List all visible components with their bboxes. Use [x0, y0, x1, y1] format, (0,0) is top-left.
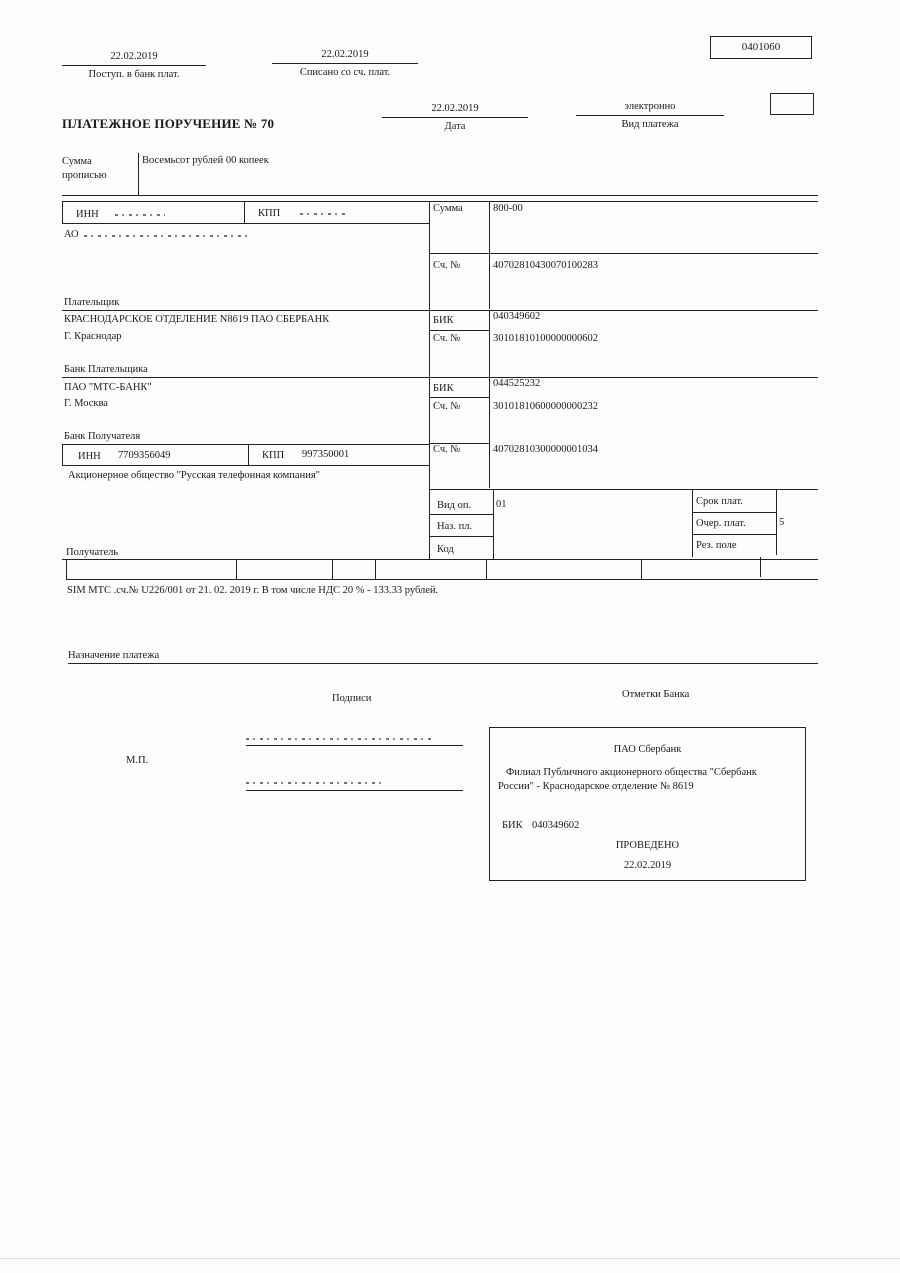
signature-line-2 [246, 790, 463, 791]
payer-name-redacted [84, 235, 249, 237]
purpose-label: Назначение платежа [68, 650, 160, 661]
payer-inn-left [62, 201, 63, 223]
signatures-label: Подписи [332, 693, 372, 704]
payment-type-line [576, 115, 724, 116]
reserve-label: Рез. поле [696, 540, 737, 551]
recipient-label: Получатель [66, 547, 119, 558]
recipient-bank-bik-line [429, 397, 489, 398]
codes-col-3 [776, 489, 777, 555]
recipient-inn: 7709356049 [118, 450, 171, 461]
payment-type-label: Вид платежа [621, 119, 679, 130]
payer-inn-kpp-divider [244, 201, 245, 223]
recipient-kpp-label: КПП [262, 450, 285, 461]
priority-label: Очер. плат. [696, 518, 746, 529]
right-block-left-border [429, 201, 430, 559]
scan-edge-line [0, 1258, 900, 1259]
payer-bank-bik-label: БИК [433, 315, 454, 326]
payer-label: Плательщик [64, 297, 120, 308]
recipient-bank-bik: 044525232 [493, 378, 541, 389]
recipient-kpp: 997350001 [302, 449, 350, 460]
payer-bank-account-label: Сч. № [433, 333, 461, 344]
payer-bank-bottom-line [62, 377, 818, 378]
right-block-mid-border-1 [489, 201, 490, 309]
bank-stamp-branch-2: России" - Краснодарское отделение № 8619 [498, 781, 694, 792]
amount-words-value: Восемьсот рублей 00 копеек [142, 155, 269, 166]
codes-col-1 [493, 489, 494, 559]
amount-words-bottom-line [62, 195, 818, 196]
tax-cell-3 [332, 559, 333, 579]
order-date-line [382, 117, 528, 118]
recipient-inn-label: ИНН [78, 451, 101, 462]
empty-code-box [770, 93, 814, 115]
signature-2-redacted [246, 782, 386, 784]
tax-cell-6 [641, 559, 642, 579]
bank-stamp-status: ПРОВЕДЕНО [615, 840, 680, 851]
payer-bank-bik-line [429, 330, 489, 331]
received-date: 22.02.2019 [110, 51, 158, 62]
op-type-label: Вид оп. [437, 500, 472, 511]
recipient-bank-city: Г. Москва [64, 398, 108, 409]
payer-bank-label: Банк Плательщика [64, 364, 148, 375]
codes-row-line-1r [692, 512, 776, 513]
payer-bank-name: КРАСНОДАРСКОЕ ОТДЕЛЕНИЕ N8619 ПАО СБЕРБАНК [64, 314, 330, 325]
term-label: Срок плат. [696, 496, 743, 507]
sum-label: Сумма [433, 203, 463, 214]
order-date: 22.02.2019 [431, 103, 479, 114]
payer-inn-bottom [62, 223, 429, 224]
payer-inn-top [62, 201, 429, 202]
payer-account-label: Сч. № [433, 260, 461, 271]
payer-bottom-line [62, 310, 818, 311]
document-title: ПЛАТЕЖНОЕ ПОРУЧЕНИЕ № 70 [62, 116, 275, 131]
codes-col-2 [692, 489, 693, 557]
payment-type: электронно [624, 101, 676, 112]
tax-cell-5 [486, 559, 487, 579]
debited-date: 22.02.2019 [321, 49, 369, 60]
payer-bank-city: Г. Краснодар [64, 331, 122, 342]
tax-cell-7 [760, 557, 761, 577]
bank-stamp-bik-label: БИК [502, 820, 523, 831]
recipient-bank-account-label: Сч. № [433, 401, 461, 412]
payer-kpp-label: КПП [258, 208, 281, 219]
stamp-label: М.П. [126, 755, 149, 766]
signature-1-redacted [246, 738, 434, 740]
payer-name-partial: АО [64, 229, 79, 240]
amount-words-label-1: Сумма [62, 156, 92, 167]
order-date-label: Дата [444, 121, 466, 132]
payer-bank-bik: 040349602 [493, 311, 541, 322]
tax-cell-4 [375, 559, 376, 579]
codes-row-line-1l [429, 514, 493, 515]
tax-row-bottom-line [66, 579, 818, 580]
recipient-bank-label: Банк Получателя [64, 431, 141, 442]
codes-row-line-2r [692, 534, 776, 535]
recipient-inn-kpp-divider [248, 444, 249, 465]
recipient-account: 40702810300000001034 [493, 444, 598, 455]
recipient-bank-bik-label: БИК [433, 383, 454, 394]
bank-marks-label: Отметки Банка [622, 689, 690, 700]
recipient-bottom-line [62, 559, 818, 560]
bank-stamp-status-date: 22.02.2019 [623, 860, 672, 871]
debited-date-line [272, 63, 418, 64]
signature-line-1 [246, 745, 463, 746]
form-code: 0401060 [741, 41, 781, 53]
recipient-inn-bottom [62, 465, 429, 466]
payer-bank-account: 30101810100000000602 [493, 333, 598, 344]
amount-words-divider [138, 153, 139, 195]
codes-row-line-2l [429, 536, 493, 537]
recipient-name: Акционерное общество "Русская телефонная компания" [68, 470, 320, 481]
recipient-bank-account: 30101810600000000232 [493, 401, 598, 412]
payer-inn-redacted [115, 214, 165, 216]
priority-value: 5 [779, 517, 785, 528]
recipient-inn-left [62, 444, 63, 465]
recipient-bank-name: ПАО "МТС-БАНК" [64, 382, 152, 393]
payer-account-top-line [429, 253, 818, 254]
right-block-mid-border-3 [489, 377, 490, 488]
recipient-account-label: Сч. № [433, 444, 461, 455]
form-code-box [710, 36, 812, 59]
tax-cell-2 [236, 559, 237, 579]
purpose-code-label: Наз. пл. [437, 521, 473, 532]
received-date-line [62, 65, 206, 66]
tax-cell-1 [66, 559, 67, 579]
bank-stamp-branch-1: Филиал Публичного акционерного общества "Сбербанк [506, 767, 757, 778]
code-label: Код [437, 544, 454, 555]
bank-stamp-bik: 040349602 [532, 820, 580, 831]
debited-label: Списано со сч. плат. [299, 67, 391, 78]
purpose-text: SIM МТС .сч.№ U226/001 от 21. 02. 2019 г. В том числе НДС 20 % - 133.33 рублей. [67, 585, 439, 596]
sum-top-line [429, 201, 818, 202]
payer-kpp-redacted [300, 213, 348, 215]
payer-inn-label: ИНН [76, 209, 99, 220]
amount-words-label-2: прописью [62, 170, 107, 181]
payer-account: 40702810430070100283 [493, 260, 598, 271]
bank-stamp-box [489, 727, 806, 881]
received-label: Поступ. в банк плат. [88, 69, 180, 80]
bank-stamp-name: ПАО Сбербанк [613, 744, 682, 755]
recipient-bank-bottom-line-left [62, 444, 429, 445]
codes-top-line [429, 489, 818, 490]
op-type-value: 01 [496, 499, 507, 510]
sum-value: 800-00 [493, 203, 523, 214]
right-block-mid-border-2 [489, 310, 490, 377]
purpose-bottom-line [68, 663, 818, 664]
